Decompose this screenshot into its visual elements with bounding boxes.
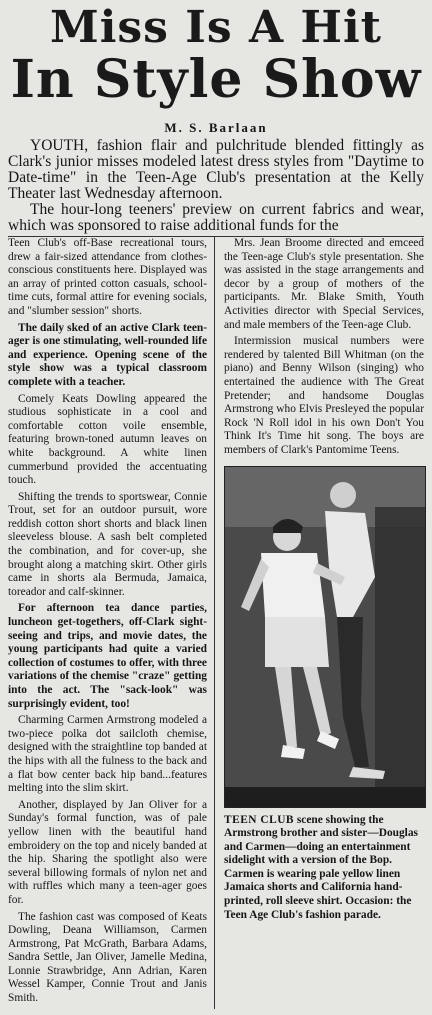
caption-lead: TEEN CLUB [224,813,295,826]
dance-photo-illustration [225,467,425,807]
right-paragraph: Mrs. Jean Broome directed and emceed the Teen-age Club's style presentation. She was assisted in the stage arrangements and decor by a group of mothers of the participants. Mr. Blake Smith, Youth Activities director with Special Services, and male members of the Teen-age Club. [224,237,424,331]
left-paragraph: Shifting the trends to sportswear, Connie Trout, set for an outdoor pursuit, wore reddish cotton short shorts and black linen sleeveless blouse. A sash belt completed the combination, and for cover-up, she brought along a matching skirt. Other girls came in shorts ala Bermuda, Jamaica, toreador and calf-skinner. [8,490,207,598]
caption-text: scene showing the Armstrong brother and sister—Douglas and Carmen—doing an entertainment sidelight with a version of the Bop. Carmen is wearing pale yellow linen Jamaica shorts and California hand-printed, roll sleeve shirt. Occasion: the Teen Age Club's fashion parade. [224,813,418,921]
right-paragraph: Intermission musical numbers were rendered by talented Bill Whitman (on the piano) and Benny Wilson (singing) who entertained the audience with The Great Pretender; and handsome Douglas Armstrong who Elvis Presleyed the popular Rock 'N Roll idol in his own Don't You Think It's Time hit song. The boys are members of Clark's Pantomime Teens. [224,335,424,456]
left-paragraph: Teen Club's off-Base recreational tours, drew a fair-sized attendance from clothes-conscious constituents here. Displayed was an array of printed cotton casuals, school-time cuts, formal attire for evening socials, and "slumber session" shorts. [8,237,207,317]
left-paragraph: Charming Carmen Armstrong modeled a two-piece polka dot sailcloth chemise, designed with the straightline top banded at the hips with all the fulness to the back and a flat bow center back hip band...features melting into the slim skirt. [8,714,207,795]
lead-paragraph-1: YOUTH, fashion flair and pulchritude blended fittingly as Clark's junior misses modeled latest dress styles from "Daytime to Date-time" in the Teen-Age Club's presentation at the Kelly Theater last Wednesday afternoon. [8,137,424,202]
left-column [8,237,215,1009]
dance-photo [224,466,426,808]
left-paragraph: The daily sked of an active Clark teen-ager is one stimulating, well-rounded life and experience. Opening scene of the style show was a typical classroom complete with a teacher. [8,321,207,388]
left-paragraph: The fashion cast was composed of Keats Dowling, Deana Williamson, Carmen Armstrong, Pat McGrath, Barbara Adams, Sandra Settle, Jan Oliver, Jamelle Medina, Lonnie Strawbridge, Ann Adrian, Karen Wessel Kamper, Connie Trout and Janis Smith. [8,910,207,1005]
left-paragraph: Another, displayed by Jan Oliver for a Sunday's formal function, was of pale yellow linen with the beautiful hand embroidery on the top and nicely banded at the hip. Sharing the spotlight also were several billowing formals of nylon net and with ruffles which many a teen-ager goes for. [8,798,207,906]
left-paragraph: For afternoon tea dance parties, luncheon get-togethers, off-Clark sight-seeing and trips, and movie dates, the young participants had quite a varied collection of costumes to offer, with three variations of the chemise "craze" getting into the act. The "sack-look" was surprisingly evident, too! [8,602,207,710]
headline [8,2,424,110]
byline: M. S. Barlaan [164,120,268,135]
photo-caption [224,814,424,923]
lead-paragraph-2: The hour-long teeners' preview on current fabrics and wear, which was sponsored to raise additional funds for the [8,201,424,234]
right-column [215,237,424,1009]
headline-line-2: In Style Show [10,49,422,110]
headline-line-1: Miss Is A Hit [49,2,383,53]
left-paragraph: Comely Keats Dowling appeared the studious sophisticate in a cool and comfortable cotton voile ensemble, featuring brown-toned autumn leaves on white background. A white linen cummerbund provided the accentuating touch. [8,392,207,487]
article-columns [8,236,424,1009]
